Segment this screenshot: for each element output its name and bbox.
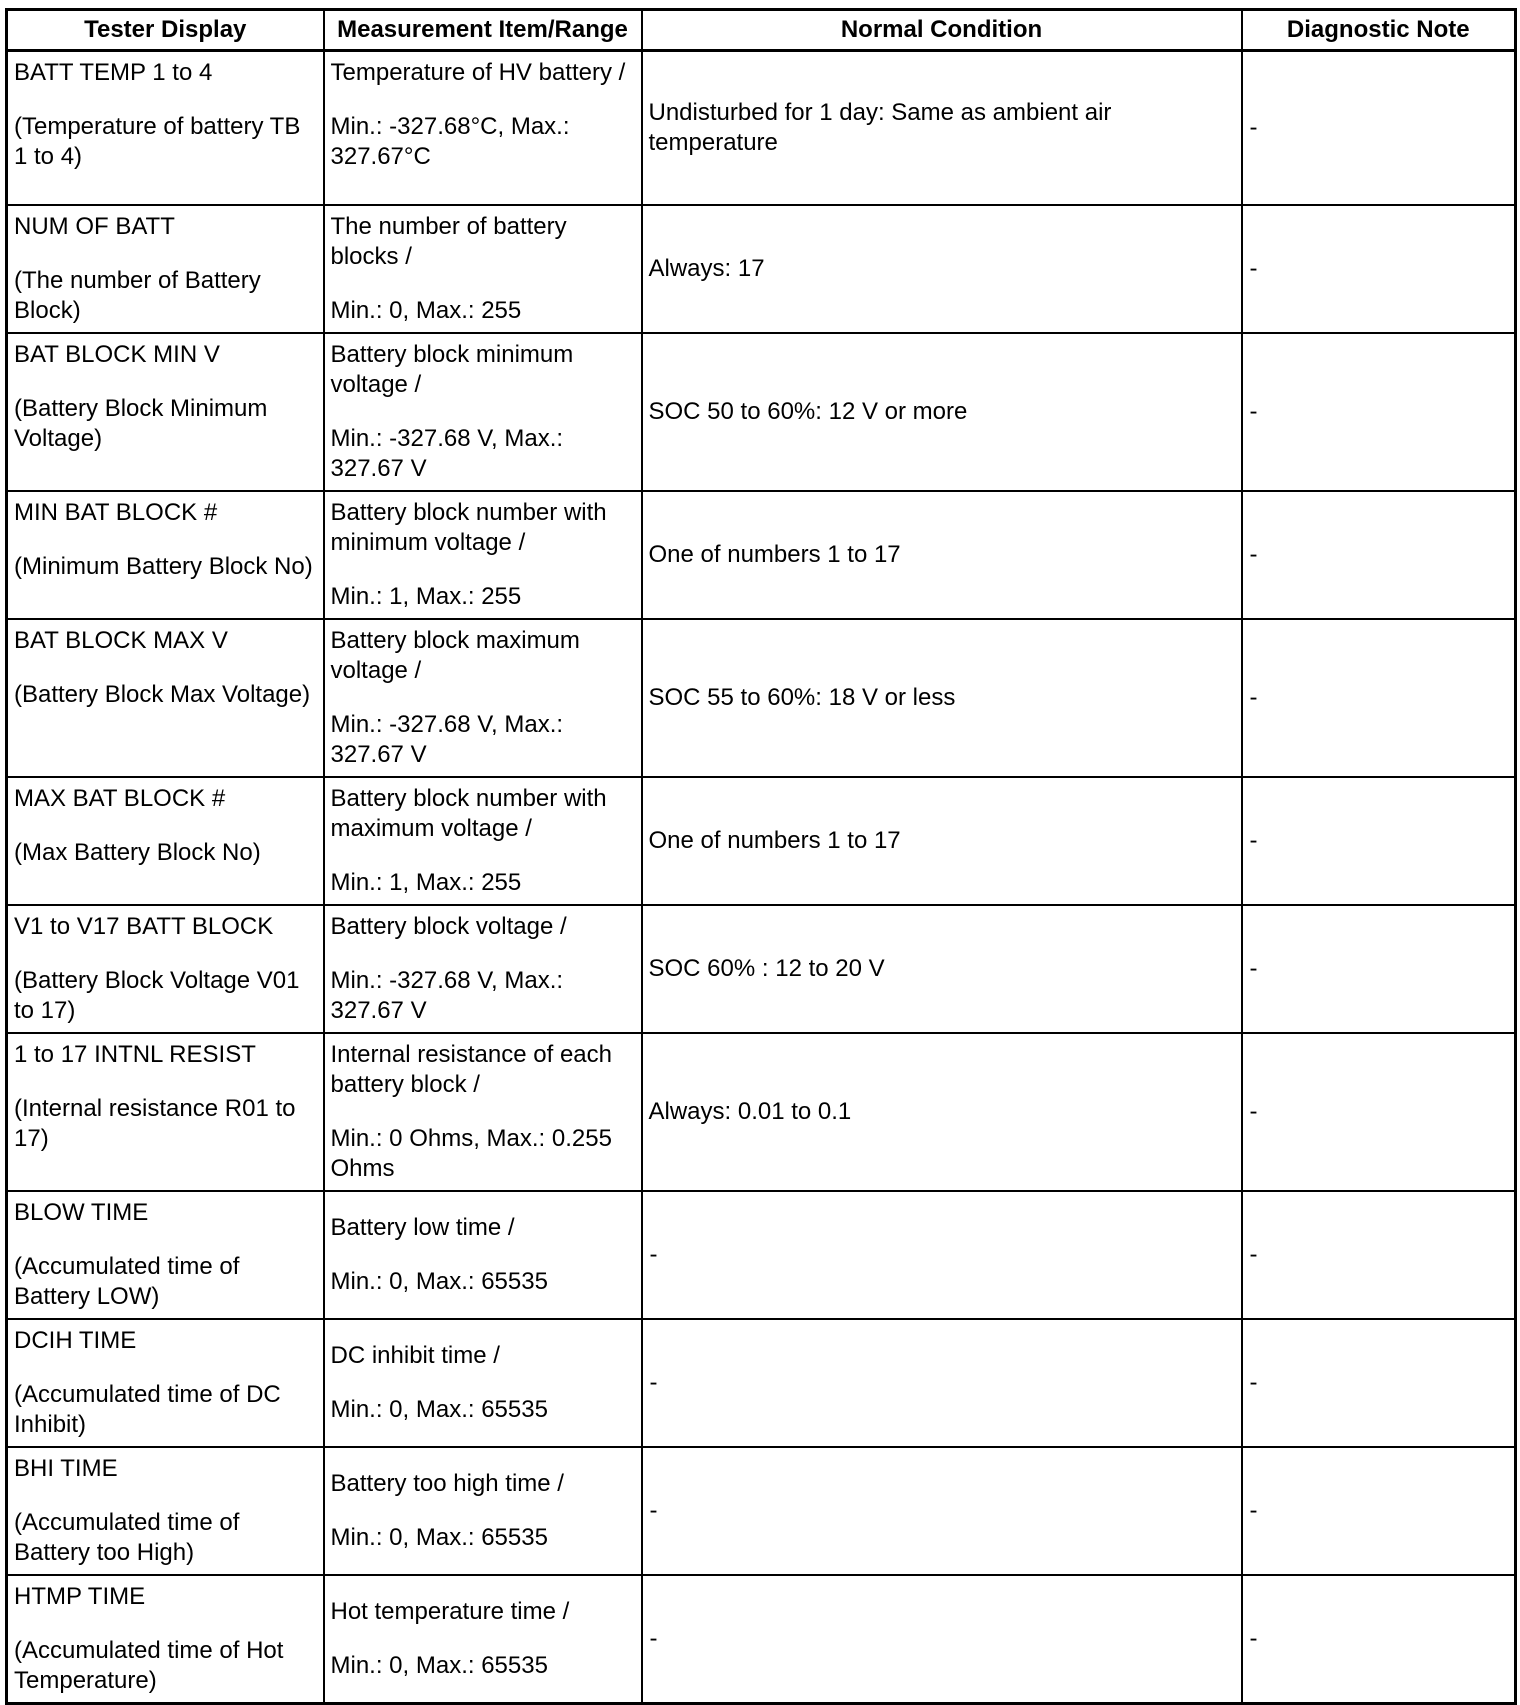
measurement-cell [324, 619, 642, 777]
measurement-range: Min.: 0, Max.: 65535 [330, 1395, 548, 1423]
diagnostic-note-cell [1242, 1033, 1516, 1191]
diagnostic-note: - [1249, 826, 1258, 854]
tester-display-cell [7, 1447, 324, 1575]
tester-display-description: (Battery Block Voltage V01 to 17) [14, 966, 300, 1024]
tester-display-description: (Accumulated time of Battery LOW) [14, 1252, 240, 1310]
measurement-cell [324, 1575, 642, 1704]
diagnostic-note: - [1249, 1097, 1258, 1125]
tester-display-code: HTMP TIME [14, 1582, 146, 1610]
tester-display-cell [7, 491, 324, 619]
normal-condition: One of numbers 1 to 17 [648, 826, 901, 854]
table-row [7, 491, 1516, 619]
measurement-range: Min.: 1, Max.: 255 [330, 868, 522, 896]
measurement-cell [324, 1191, 642, 1319]
diagnostic-note: - [1249, 1624, 1258, 1652]
tester-display-cell [7, 619, 324, 777]
normal-condition: Undisturbed for 1 day: Same as ambient air temperature [648, 98, 1112, 156]
tester-display-code: BATT TEMP 1 to 4 [14, 59, 213, 86]
diagnostic-note-cell [1242, 51, 1516, 205]
diagnostic-note: - [1249, 397, 1258, 425]
measurement-item: Battery block minimum voltage / [330, 340, 574, 398]
normal-condition-cell [642, 777, 1242, 905]
tester-display-code: BHI TIME [14, 1454, 118, 1482]
header-tester-display: Tester Display [7, 10, 324, 51]
tester-display-code: BAT BLOCK MIN V [14, 340, 220, 368]
tester-display-code: BLOW TIME [14, 1198, 149, 1226]
diagnostic-note: - [1249, 683, 1258, 711]
data-monitor-table [5, 8, 1517, 1705]
normal-condition-cell [642, 333, 1242, 491]
measurement-cell [324, 1447, 642, 1575]
tester-display-code: DCIH TIME [14, 1326, 137, 1354]
normal-condition: SOC 50 to 60%: 12 V or more [648, 397, 968, 425]
measurement-range: Min.: 0, Max.: 65535 [330, 1651, 548, 1679]
diagnostic-note: - [1249, 1496, 1258, 1524]
diagnostic-note-cell [1242, 333, 1516, 491]
header-diagnostic-note: Diagnostic Note [1242, 10, 1516, 51]
tester-display-code: MAX BAT BLOCK # [14, 784, 226, 812]
tester-display-description: (Minimum Battery Block No) [14, 552, 313, 580]
measurement-cell [324, 905, 642, 1033]
table-row [7, 1447, 1516, 1575]
normal-condition-cell [642, 205, 1242, 333]
diagnostic-note: - [1249, 1240, 1258, 1268]
measurement-item: DC inhibit time / [330, 1341, 500, 1369]
measurement-item: Battery block number with maximum voltage / [330, 784, 607, 842]
normal-condition-cell [642, 1033, 1242, 1191]
measurement-range: Min.: 0, Max.: 65535 [330, 1523, 548, 1551]
diagnostic-note-cell [1242, 1575, 1516, 1704]
tester-display-description: (Internal resistance R01 to 17) [14, 1094, 296, 1152]
measurement-item: Battery block number with minimum voltage / [330, 498, 607, 556]
normal-condition: SOC 60% : 12 to 20 V [648, 954, 885, 982]
table-row [7, 205, 1516, 333]
measurement-cell [324, 491, 642, 619]
tester-display-code: V1 to V17 BATT BLOCK [14, 912, 274, 940]
normal-condition-cell [642, 1191, 1242, 1319]
table-row [7, 777, 1516, 905]
header-row [7, 10, 1516, 51]
measurement-range: Min.: 0, Max.: 255 [330, 296, 522, 324]
normal-condition: One of numbers 1 to 17 [648, 540, 901, 568]
table-row [7, 1033, 1516, 1191]
tester-display-code: NUM OF BATT [14, 212, 175, 240]
measurement-range: Min.: -327.68 V, Max.: 327.67 V [330, 710, 564, 768]
table-row [7, 905, 1516, 1033]
diagnostic-note: - [1249, 254, 1258, 282]
measurement-item: Battery block voltage / [330, 912, 567, 940]
tester-display-description: (Accumulated time of Hot Temperature) [14, 1636, 284, 1694]
tester-display-code: 1 to 17 INTNL RESIST [14, 1040, 256, 1068]
normal-condition: - [649, 1368, 658, 1396]
measurement-range: Min.: -327.68 V, Max.: 327.67 V [330, 424, 564, 482]
table-row [7, 1575, 1516, 1704]
measurement-item: The number of battery blocks / [330, 212, 567, 270]
tester-display-cell [7, 1319, 324, 1447]
tester-display-description: (Max Battery Block No) [14, 838, 261, 866]
measurement-item: Battery too high time / [330, 1469, 564, 1497]
measurement-cell [324, 1319, 642, 1447]
tester-display-cell [7, 905, 324, 1033]
diagnostic-note: - [1249, 1368, 1258, 1396]
diagnostic-note-cell [1242, 777, 1516, 905]
normal-condition-cell [642, 1447, 1242, 1575]
measurement-cell [324, 205, 642, 333]
tester-display-cell [7, 777, 324, 905]
normal-condition: - [649, 1624, 658, 1652]
tester-display-code: BAT BLOCK MAX V [14, 626, 228, 654]
measurement-item: Hot temperature time / [330, 1597, 570, 1625]
table-row [7, 333, 1516, 491]
tester-display-description: (The number of Battery Block) [14, 266, 261, 324]
diagnostic-note-cell [1242, 205, 1516, 333]
measurement-cell [324, 777, 642, 905]
header-normal-condition: Normal Condition [642, 10, 1242, 51]
measurement-item: Battery block maximum voltage / [330, 626, 580, 684]
table-row [7, 1191, 1516, 1319]
normal-condition: Always: 17 [648, 254, 765, 282]
tester-display-cell [7, 1575, 324, 1704]
tester-display-cell [7, 205, 324, 333]
tester-display-description: (Accumulated time of DC Inhibit) [14, 1380, 281, 1438]
table-row [7, 619, 1516, 777]
measurement-cell [324, 51, 642, 205]
header-measurement-item: Measurement Item/Range [324, 10, 642, 51]
measurement-range: Min.: 0, Max.: 65535 [330, 1267, 548, 1295]
tester-display-cell [7, 333, 324, 491]
diagnostic-note: - [1249, 113, 1258, 141]
measurement-cell [324, 333, 642, 491]
measurement-item: Temperature of HV battery / [330, 59, 626, 86]
diagnostic-note-cell [1242, 491, 1516, 619]
table-row [7, 1319, 1516, 1447]
normal-condition-cell [642, 51, 1242, 205]
measurement-range: Min.: -327.68°C, Max.: 327.67°C [330, 113, 570, 170]
tester-display-code: MIN BAT BLOCK # [14, 498, 218, 526]
normal-condition: SOC 55 to 60%: 18 V or less [648, 683, 956, 711]
normal-condition-cell [642, 491, 1242, 619]
tester-display-cell [7, 1033, 324, 1191]
tester-display-description: (Battery Block Max Voltage) [14, 680, 311, 708]
normal-condition-cell [642, 1575, 1242, 1704]
measurement-range: Min.: 1, Max.: 255 [330, 582, 522, 610]
measurement-range: Min.: -327.68 V, Max.: 327.67 V [330, 966, 564, 1024]
normal-condition-cell [642, 1319, 1242, 1447]
diagnostic-note: - [1249, 540, 1258, 568]
normal-condition: - [649, 1496, 658, 1524]
tester-display-cell [7, 1191, 324, 1319]
tester-display-cell [7, 51, 324, 205]
table-row [7, 51, 1516, 205]
diagnostic-note: - [1249, 954, 1258, 982]
measurement-item: Battery low time / [330, 1213, 515, 1241]
measurement-item: Internal resistance of each battery block / [330, 1040, 612, 1098]
diagnostic-note-cell [1242, 1319, 1516, 1447]
tester-display-description: (Accumulated time of Battery too High) [14, 1508, 240, 1566]
measurement-range: Min.: 0 Ohms, Max.: 0.255 Ohms [330, 1124, 612, 1182]
normal-condition-cell [642, 619, 1242, 777]
tester-display-description: (Temperature of battery TB 1 to 4) [14, 113, 301, 170]
normal-condition: - [649, 1240, 658, 1268]
diagnostic-note-cell [1242, 619, 1516, 777]
diagnostic-note-cell [1242, 1191, 1516, 1319]
measurement-cell [324, 1033, 642, 1191]
diagnostic-note-cell [1242, 905, 1516, 1033]
tester-display-description: (Battery Block Minimum Voltage) [14, 394, 268, 452]
diagnostic-note-cell [1242, 1447, 1516, 1575]
normal-condition: Always: 0.01 to 0.1 [648, 1097, 852, 1125]
normal-condition-cell [642, 905, 1242, 1033]
